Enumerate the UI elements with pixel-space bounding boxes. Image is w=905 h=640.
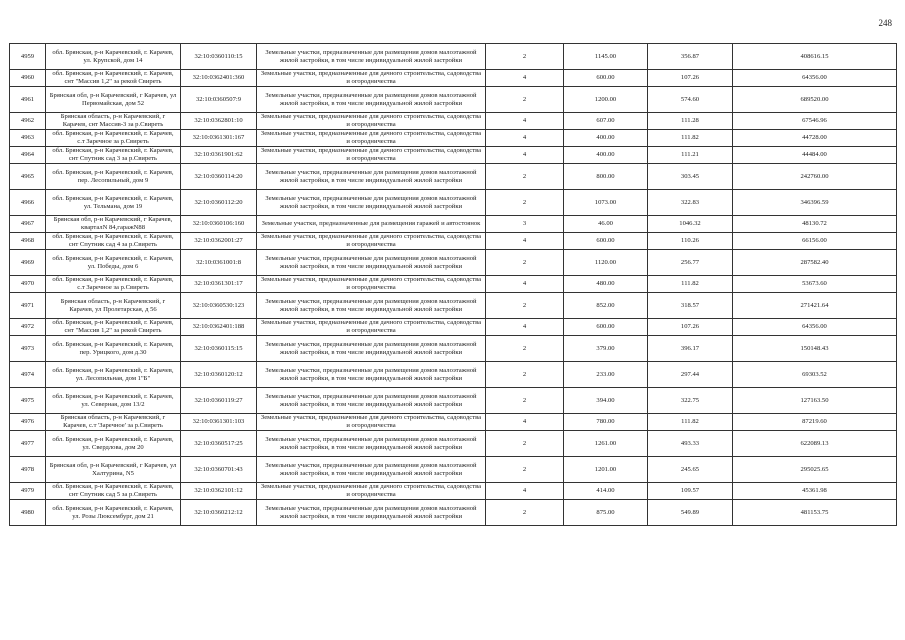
specific-value-cell: 111.82 xyxy=(648,414,733,431)
table-row xyxy=(10,147,897,164)
specific-value-cell: 303.45 xyxy=(648,164,733,190)
cadastral-number-cell: 32:10:0362001:27 xyxy=(181,233,257,250)
table-row xyxy=(10,70,897,87)
category-cell: 4 xyxy=(486,147,564,164)
cadastral-value-cell: 481153.75 xyxy=(733,500,897,526)
row-number: 4975 xyxy=(10,388,46,414)
area-cell: 1261.00 xyxy=(564,431,648,457)
row-number: 4971 xyxy=(10,293,46,319)
area-cell: 480.00 xyxy=(564,276,648,293)
table-row xyxy=(10,483,897,500)
table-row xyxy=(10,457,897,483)
category-cell: 4 xyxy=(486,113,564,130)
table-row xyxy=(10,431,897,457)
land-use-cell: Земельные участки, предназначенные для размещения домов малоэтажной жилой застройки, в том числе индивидуальной жилой застройки xyxy=(257,44,486,70)
category-cell: 2 xyxy=(486,250,564,276)
area-cell: 800.00 xyxy=(564,164,648,190)
cadastral-number-cell: 32:10:0362101:12 xyxy=(181,483,257,500)
specific-value-cell: 109.57 xyxy=(648,483,733,500)
table-row xyxy=(10,388,897,414)
address-cell: обл. Брянская, р-н Карачевский, г. Карачев, снт Спутник сад 3 за р.Свиреть xyxy=(46,147,181,164)
row-number: 4960 xyxy=(10,70,46,87)
row-number: 4974 xyxy=(10,362,46,388)
category-cell: 2 xyxy=(486,293,564,319)
row-number: 4965 xyxy=(10,164,46,190)
row-number: 4976 xyxy=(10,414,46,431)
land-use-cell: Земельные участки, предназначенные для размещения домов малоэтажной жилой застройки, в том числе индивидуальной жилой застройки xyxy=(257,190,486,216)
cadastral-number-cell: 32:10:0361301:103 xyxy=(181,414,257,431)
address-cell: обл. Брянская, р-н Карачевский, г. Карачев, пер. Лесопильный, дом 9 xyxy=(46,164,181,190)
row-number: 4973 xyxy=(10,336,46,362)
specific-value-cell: 356.87 xyxy=(648,44,733,70)
address-cell: обл. Брянская, р-н Карачевский, г. Карачев, снт Спутник сад 4 за р.Свиреть xyxy=(46,233,181,250)
area-cell: 600.00 xyxy=(564,70,648,87)
category-cell: 4 xyxy=(486,130,564,147)
cadastral-number-cell: 32:10:0360119:27 xyxy=(181,388,257,414)
address-cell: обл. Брянская, р-н Карачевский, г. Карачев, ул. Победы, дом 6 xyxy=(46,250,181,276)
specific-value-cell: 574.60 xyxy=(648,87,733,113)
area-cell: 379.00 xyxy=(564,336,648,362)
table-row xyxy=(10,500,897,526)
address-cell: обл. Брянская, р-н Карачевский, г. Карачев, с.т Заречное за р.Свиреть xyxy=(46,276,181,293)
row-number: 4980 xyxy=(10,500,46,526)
cadastral-number-cell: 32:10:0361301:17 xyxy=(181,276,257,293)
land-use-cell: Земельные участки, предназначенные для дачного строительства, садоводства и огородничества xyxy=(257,319,486,336)
cadastral-value-cell: 64356.00 xyxy=(733,319,897,336)
area-cell: 1200.00 xyxy=(564,87,648,113)
table-row xyxy=(10,293,897,319)
category-cell: 2 xyxy=(486,87,564,113)
row-number: 4964 xyxy=(10,147,46,164)
category-cell: 3 xyxy=(486,216,564,233)
cadastral-value-table xyxy=(9,43,897,526)
cadastral-number-cell: 32:10:0361301:167 xyxy=(181,130,257,147)
specific-value-cell: 297.44 xyxy=(648,362,733,388)
specific-value-cell: 318.57 xyxy=(648,293,733,319)
category-cell: 4 xyxy=(486,483,564,500)
table-row xyxy=(10,190,897,216)
cadastral-number-cell: 32:10:0361901:62 xyxy=(181,147,257,164)
row-number: 4959 xyxy=(10,44,46,70)
specific-value-cell: 107.26 xyxy=(648,70,733,87)
cadastral-value-cell: 408616.15 xyxy=(733,44,897,70)
address-cell: обл. Брянская, р-н Карачевский, г. Карачев, пер. Урицкого, дом д.30 xyxy=(46,336,181,362)
row-number: 4972 xyxy=(10,319,46,336)
specific-value-cell: 493.33 xyxy=(648,431,733,457)
cadastral-number-cell: 32:10:0360110:15 xyxy=(181,44,257,70)
cadastral-number-cell: 32:10:0360212:12 xyxy=(181,500,257,526)
specific-value-cell: 1046.32 xyxy=(648,216,733,233)
cadastral-number-cell: 32:10:0360112:20 xyxy=(181,190,257,216)
address-cell: обл. Брянская, р-н Карачевский, г. Карачев, снт "Массив 1,2" за рекой Свиреть xyxy=(46,70,181,87)
specific-value-cell: 322.75 xyxy=(648,388,733,414)
cadastral-number-cell: 32:10:0360120:12 xyxy=(181,362,257,388)
cadastral-value-cell: 44728.00 xyxy=(733,130,897,147)
cadastral-value-cell: 295025.65 xyxy=(733,457,897,483)
category-cell: 4 xyxy=(486,414,564,431)
area-cell: 600.00 xyxy=(564,233,648,250)
land-use-cell: Земельные участки, предназначенные для дачного строительства, садоводства и огородничества xyxy=(257,233,486,250)
area-cell: 1145.00 xyxy=(564,44,648,70)
cadastral-number-cell: 32:10:0361001:8 xyxy=(181,250,257,276)
row-number: 4979 xyxy=(10,483,46,500)
cadastral-value-cell: 287582.40 xyxy=(733,250,897,276)
address-cell: обл. Брянская, р-н Карачевский, г. Карачев, ул. Розы Люксембург, дом 21 xyxy=(46,500,181,526)
cadastral-value-cell: 48130.72 xyxy=(733,216,897,233)
address-cell: Брянская обл, р-н Карачевский, г Карачев, кварталN 84,гаражN88 xyxy=(46,216,181,233)
category-cell: 2 xyxy=(486,164,564,190)
cadastral-value-cell: 67546.96 xyxy=(733,113,897,130)
row-number: 4961 xyxy=(10,87,46,113)
cadastral-value-cell: 66156.00 xyxy=(733,233,897,250)
area-cell: 852.00 xyxy=(564,293,648,319)
area-cell: 400.00 xyxy=(564,147,648,164)
cadastral-value-cell: 64356.00 xyxy=(733,70,897,87)
area-cell: 46.00 xyxy=(564,216,648,233)
table-row xyxy=(10,164,897,190)
row-number: 4978 xyxy=(10,457,46,483)
cadastral-number-cell: 32:10:0362801:10 xyxy=(181,113,257,130)
row-number: 4968 xyxy=(10,233,46,250)
address-cell: обл. Брянская, р-н Карачевский, г. Карачев, ул. Лесопильная, дом 1"Б" xyxy=(46,362,181,388)
specific-value-cell: 549.89 xyxy=(648,500,733,526)
land-use-cell: Земельные участки, предназначенные для размещения домов малоэтажной жилой застройки, в том числе индивидуальной жилой застройки xyxy=(257,362,486,388)
specific-value-cell: 111.28 xyxy=(648,113,733,130)
cadastral-value-cell: 45361.98 xyxy=(733,483,897,500)
cadastral-value-cell: 689520.00 xyxy=(733,87,897,113)
specific-value-cell: 111.21 xyxy=(648,147,733,164)
area-cell: 600.00 xyxy=(564,319,648,336)
table-row xyxy=(10,87,897,113)
land-use-cell: Земельные участки, предназначенные для дачного строительства, садоводства и огородничества xyxy=(257,70,486,87)
cadastral-number-cell: 32:10:0360115:15 xyxy=(181,336,257,362)
land-use-cell: Земельные участки, предназначенные для размещения домов малоэтажной жилой застройки, в том числе индивидуальной жилой застройки xyxy=(257,500,486,526)
address-cell: обл. Брянская, р-н Карачевский, г. Карачев, ул. Крупской, дом 14 xyxy=(46,44,181,70)
address-cell: обл. Брянская, р-н Карачевский, г. Карачев, снт Спутник сад 5 за р.Свиреть xyxy=(46,483,181,500)
land-use-cell: Земельные участки, предназначенные для размещения домов малоэтажной жилой застройки, в том числе индивидуальной жилой застройки xyxy=(257,164,486,190)
cadastral-value-cell: 150148.43 xyxy=(733,336,897,362)
land-use-cell: Земельные участки, предназначенные для размещения домов малоэтажной жилой застройки, в том числе индивидуальной жилой застройки xyxy=(257,87,486,113)
cadastral-number-cell: 32:10:0360106:160 xyxy=(181,216,257,233)
address-cell: обл. Брянская, р-н Карачевский, г. Карачев, ул. Свердлова, дом 20 xyxy=(46,431,181,457)
land-use-cell: Земельные участки, предназначенные для дачного строительства, садоводства и огородничества xyxy=(257,130,486,147)
cadastral-value-cell: 271421.64 xyxy=(733,293,897,319)
category-cell: 4 xyxy=(486,233,564,250)
cadastral-value-cell: 69303.52 xyxy=(733,362,897,388)
cadastral-value-cell: 87219.60 xyxy=(733,414,897,431)
specific-value-cell: 245.65 xyxy=(648,457,733,483)
land-use-cell: Земельные участки, предназначенные для размещения домов малоэтажной жилой застройки, в том числе индивидуальной жилой застройки xyxy=(257,388,486,414)
table-row xyxy=(10,336,897,362)
specific-value-cell: 107.26 xyxy=(648,319,733,336)
land-use-cell: Земельные участки, предназначенные для дачного строительства, садоводства и огородничества xyxy=(257,483,486,500)
cadastral-number-cell: 32:10:0360507:9 xyxy=(181,87,257,113)
category-cell: 2 xyxy=(486,457,564,483)
address-cell: Брянская область, р-н Карачевский, г Карачев, с.т 'Заречное' за р.Свиреть xyxy=(46,414,181,431)
category-cell: 4 xyxy=(486,319,564,336)
row-number: 4977 xyxy=(10,431,46,457)
area-cell: 400.00 xyxy=(564,130,648,147)
cadastral-number-cell: 32:10:0360517:25 xyxy=(181,431,257,457)
area-cell: 1201.00 xyxy=(564,457,648,483)
category-cell: 2 xyxy=(486,190,564,216)
address-cell: Брянская область, р-н Карачевский, г Карачев, ул Пролетарская, д 56 xyxy=(46,293,181,319)
table-row xyxy=(10,44,897,70)
land-use-cell: Земельные участки, предназначенные для размещения домов малоэтажной жилой застройки, в том числе индивидуальной жилой застройки xyxy=(257,457,486,483)
land-use-cell: Земельные участки, предназначенные для размещения домов малоэтажной жилой застройки, в том числе индивидуальной жилой застройки xyxy=(257,336,486,362)
specific-value-cell: 111.82 xyxy=(648,276,733,293)
address-cell: обл. Брянская, р-н Карачевский, г. Карачев, снт "Массив 1,2" за рекой Свиреть xyxy=(46,319,181,336)
table-row xyxy=(10,216,897,233)
area-cell: 394.00 xyxy=(564,388,648,414)
land-use-cell: Земельные участки, предназначенные для дачного строительства, садоводства и огородничества xyxy=(257,276,486,293)
address-cell: обл. Брянская, р-н Карачевский, г. Карачев, ул. Северная, дом 13/2 xyxy=(46,388,181,414)
land-use-cell: Земельные участки, предназначенные для дачного строительства, садоводства и огородничества xyxy=(257,113,486,130)
area-cell: 780.00 xyxy=(564,414,648,431)
address-cell: Брянская область, р-н Карачевский, г Карачев, снт Массив-3 за р.Свиреть xyxy=(46,113,181,130)
specific-value-cell: 111.82 xyxy=(648,130,733,147)
address-cell: обл. Брянская, р-н Карачевский, г. Карачев, с.т Заречное за р.Свиреть xyxy=(46,130,181,147)
address-cell: Брянская обл, р-н Карачевский, г Карачев, ул Первомайская, дом 52 xyxy=(46,87,181,113)
land-use-cell: Земельные участки, предназначенные для размещения гаражей и автостоянок xyxy=(257,216,486,233)
table-row xyxy=(10,362,897,388)
area-cell: 414.00 xyxy=(564,483,648,500)
row-number: 4963 xyxy=(10,130,46,147)
cadastral-value-cell: 53673.60 xyxy=(733,276,897,293)
area-cell: 1120.00 xyxy=(564,250,648,276)
area-cell: 875.00 xyxy=(564,500,648,526)
category-cell: 2 xyxy=(486,431,564,457)
table-row xyxy=(10,276,897,293)
category-cell: 2 xyxy=(486,44,564,70)
specific-value-cell: 110.26 xyxy=(648,233,733,250)
row-number: 4967 xyxy=(10,216,46,233)
specific-value-cell: 256.77 xyxy=(648,250,733,276)
cadastral-value-cell: 622089.13 xyxy=(733,431,897,457)
cadastral-number-cell: 32:10:0360701:43 xyxy=(181,457,257,483)
specific-value-cell: 396.17 xyxy=(648,336,733,362)
page-number: 248 xyxy=(878,18,892,28)
land-use-cell: Земельные участки, предназначенные для дачного строительства, садоводства и огородничества xyxy=(257,147,486,164)
cadastral-value-cell: 44484.00 xyxy=(733,147,897,164)
table-row xyxy=(10,414,897,431)
table-row xyxy=(10,250,897,276)
address-cell: обл. Брянская, р-н Карачевский, г. Карачев, ул. Тельмана, дом 19 xyxy=(46,190,181,216)
cadastral-value-cell: 127163.50 xyxy=(733,388,897,414)
land-use-cell: Земельные участки, предназначенные для размещения домов малоэтажной жилой застройки, в том числе индивидуальной жилой застройки xyxy=(257,431,486,457)
table-row xyxy=(10,319,897,336)
category-cell: 2 xyxy=(486,388,564,414)
area-cell: 607.00 xyxy=(564,113,648,130)
land-use-cell: Земельные участки, предназначенные для размещения домов малоэтажной жилой застройки, в том числе индивидуальной жилой застройки xyxy=(257,250,486,276)
area-cell: 1073.00 xyxy=(564,190,648,216)
row-number: 4966 xyxy=(10,190,46,216)
category-cell: 4 xyxy=(486,70,564,87)
category-cell: 2 xyxy=(486,500,564,526)
row-number: 4962 xyxy=(10,113,46,130)
table-row xyxy=(10,113,897,130)
table-body xyxy=(10,44,897,526)
table-row xyxy=(10,130,897,147)
land-use-cell: Земельные участки, предназначенные для размещения домов малоэтажной жилой застройки, в том числе индивидуальной жилой застройки xyxy=(257,293,486,319)
cadastral-value-cell: 346396.59 xyxy=(733,190,897,216)
category-cell: 2 xyxy=(486,336,564,362)
specific-value-cell: 322.83 xyxy=(648,190,733,216)
land-use-cell: Земельные участки, предназначенные для дачного строительства, садоводства и огородничества xyxy=(257,414,486,431)
row-number: 4970 xyxy=(10,276,46,293)
category-cell: 2 xyxy=(486,362,564,388)
cadastral-number-cell: 32:10:0360114:20 xyxy=(181,164,257,190)
area-cell: 233.00 xyxy=(564,362,648,388)
cadastral-number-cell: 32:10:0362401:360 xyxy=(181,70,257,87)
address-cell: Брянская обл, р-н Карачевский, г Карачев, ул Халтурина, N5 xyxy=(46,457,181,483)
category-cell: 4 xyxy=(486,276,564,293)
cadastral-value-cell: 242760.00 xyxy=(733,164,897,190)
cadastral-number-cell: 32:10:0362401:188 xyxy=(181,319,257,336)
cadastral-number-cell: 32:10:0360530:123 xyxy=(181,293,257,319)
row-number: 4969 xyxy=(10,250,46,276)
table-row xyxy=(10,233,897,250)
